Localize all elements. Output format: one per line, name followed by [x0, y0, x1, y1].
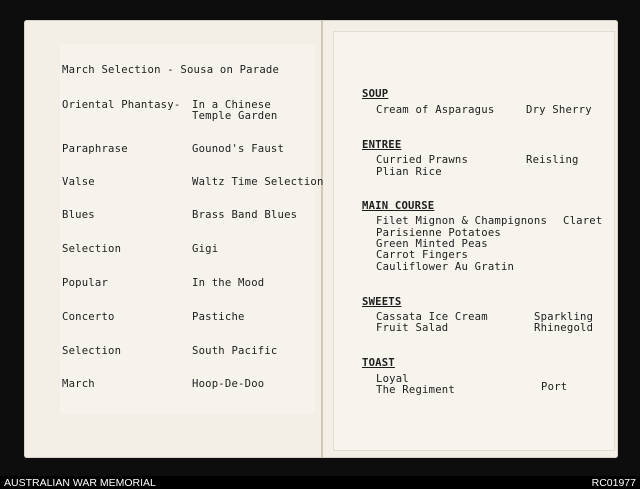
program-category: March	[62, 378, 95, 390]
program-category: Selection	[62, 345, 122, 357]
program-title: Gigi	[192, 243, 219, 255]
toast-drink: Port	[541, 381, 568, 393]
program-title: Gounod's Faust	[192, 143, 285, 155]
program-title: South Pacific	[192, 345, 278, 357]
footer-credit: AUSTRALIAN WAR MEMORIAL	[4, 477, 156, 489]
program-title: In a Chinese	[192, 99, 271, 111]
program-category: Selection	[62, 243, 122, 255]
entree-dish: Curried Prawns	[376, 154, 469, 166]
card-fold	[321, 20, 323, 458]
entree-dish: Plian Rice	[376, 166, 442, 178]
soup-dish: Cream of Asparagus	[376, 104, 495, 116]
main-course-dish: Carrot Fingers	[376, 249, 469, 261]
soup-drink: Dry Sherry	[526, 104, 592, 116]
program-title: Hoop-De-Doo	[192, 378, 265, 390]
soup-heading: SOUP	[362, 88, 389, 100]
entree-heading: ENTREE	[362, 139, 402, 151]
program-header: March Selection - Sousa on Parade	[62, 64, 280, 76]
sweets-dish: Cassata Ice Cream	[376, 311, 488, 323]
program-category: Oriental Phantasy-	[62, 99, 181, 111]
program-title: Brass Band Blues	[192, 209, 298, 221]
program-category: Blues	[62, 209, 95, 221]
program-category: Concerto	[62, 311, 115, 323]
entree-drink: Reisling	[526, 154, 579, 166]
sweets-drink: Rhinegold	[534, 322, 594, 334]
scalloped-edge-right	[610, 32, 618, 450]
program-category: Valse	[62, 176, 95, 188]
program-title: Waltz Time Selection	[192, 176, 324, 188]
footer-reference: RC01977	[591, 477, 636, 489]
sweets-drink: Sparkling	[534, 311, 594, 323]
main-course-dish: Parisienne Potatoes	[376, 227, 501, 239]
main-course-drink: Claret	[563, 215, 603, 227]
toast-heading: TOAST	[362, 357, 395, 369]
sweets-dish: Fruit Salad	[376, 322, 449, 334]
footer-bar	[0, 476, 640, 489]
program-category: Popular	[62, 277, 109, 289]
sweets-heading: SWEETS	[362, 296, 402, 308]
program-title-continued: Temple Garden	[192, 110, 278, 122]
main-course-dish: Filet Mignon & Champignons	[376, 215, 548, 227]
program-title: Pastiche	[192, 311, 245, 323]
toast-line: Loyal	[376, 373, 409, 385]
main-course-heading: MAIN COURSE	[362, 200, 435, 212]
program-title: In the Mood	[192, 277, 265, 289]
main-course-dish: Cauliflower Au Gratin	[376, 261, 515, 273]
program-category: Paraphrase	[62, 143, 128, 155]
toast-line: The Regiment	[376, 384, 455, 396]
main-course-dish: Green Minted Peas	[376, 238, 488, 250]
